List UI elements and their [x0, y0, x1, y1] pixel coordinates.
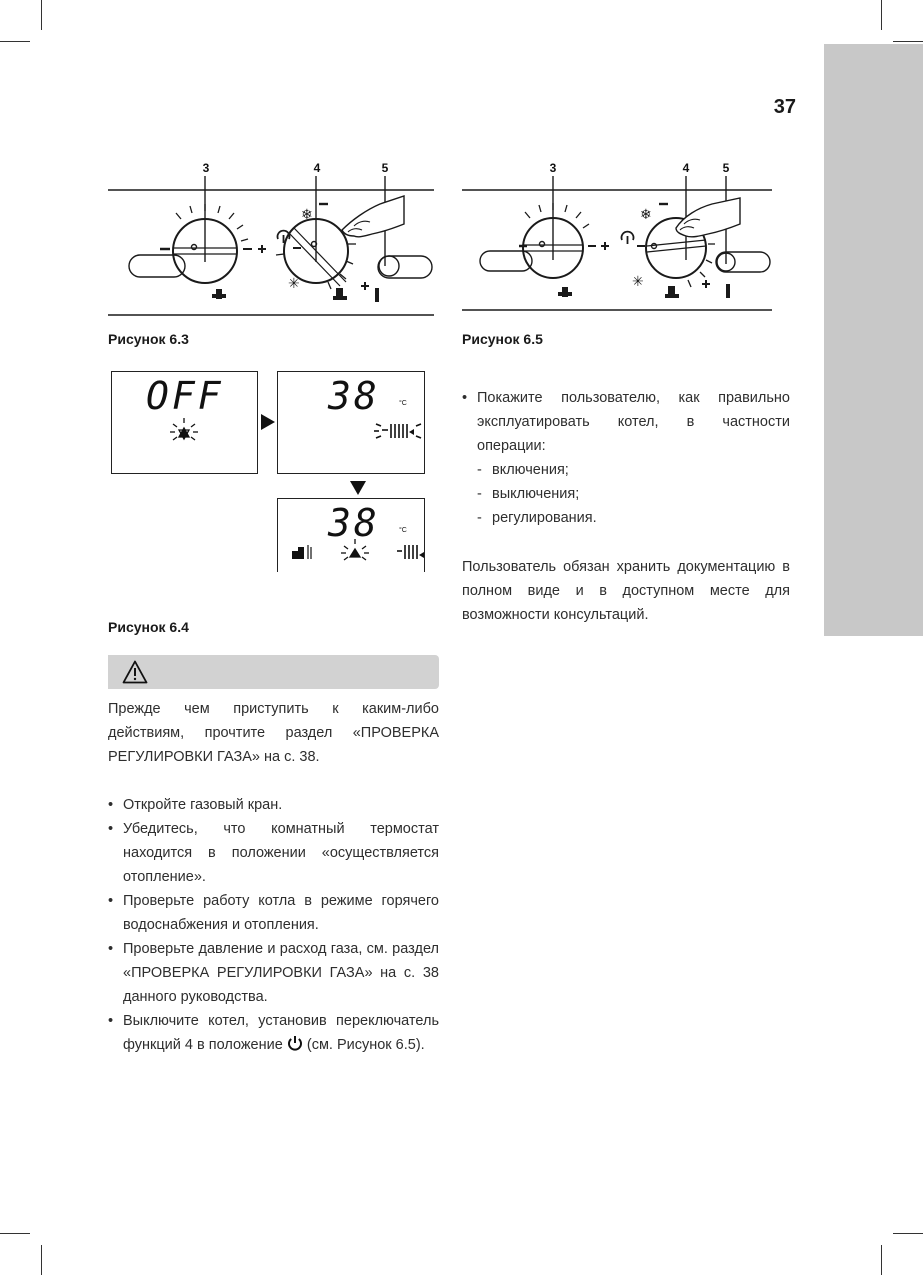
arrow-right-icon: [261, 414, 275, 430]
svg-text:❄: ❄: [640, 207, 652, 223]
list-item: [462, 386, 790, 530]
page-number: 37: [773, 96, 796, 118]
list-item: • Убедитесь, что комнатный термостат находится в положении «осуществляется отопление».: [108, 817, 439, 889]
section-tab: [824, 44, 923, 636]
documentation-note: Пользователь обязан хранить документацию в полном виде и в доступном месте для возможности консультаций.: [462, 559, 790, 623]
crop-mark: [881, 0, 882, 30]
arrow-down-icon: [350, 481, 366, 495]
warning-banner: [108, 655, 439, 689]
crop-mark: [41, 1245, 42, 1275]
figure-caption: Рисунок 6.5: [462, 331, 543, 347]
flame-indicator-icon: [112, 372, 257, 473]
operation-item: - включения;: [477, 458, 790, 482]
display-digits: 38: [328, 501, 380, 545]
control-panel-illustration: [108, 176, 438, 316]
checklist: [108, 793, 439, 1057]
callout-4: 4: [313, 161, 321, 175]
figure-caption: Рисунок 6.4: [108, 619, 189, 635]
lcd-display-heating: [277, 371, 425, 474]
display-digits: OFF: [146, 374, 224, 418]
figure-caption: Рисунок 6.3: [108, 331, 189, 347]
svg-text:✳: ✳: [632, 274, 644, 290]
temperature-unit: °C: [399, 400, 407, 407]
warning-text: Прежде чем приступить к каким-либо действиям, прочтите раздел «ПРОВЕРКА РЕГУЛИРОВКИ ГАЗА» на с. 38.: [108, 701, 439, 765]
status-indicators-icon: [278, 499, 424, 573]
lcd-display-off: [111, 371, 258, 474]
svg-text:✳: ✳: [288, 276, 300, 292]
operation-item: - регулирования.: [477, 506, 790, 530]
warning-triangle-icon: [122, 660, 148, 684]
power-icon: [287, 1035, 303, 1051]
crop-mark: [41, 0, 42, 30]
list-item: • Проверьте работу котла в режиме горячего водоснабжения и отопления.: [108, 889, 439, 937]
crop-mark: [893, 1233, 923, 1234]
list-item-text: (см. Рисунок 6.5).: [306, 1037, 425, 1053]
callout-3: 3: [202, 161, 210, 175]
display-digits: 38: [328, 374, 380, 418]
list-item: [108, 1009, 439, 1057]
operation-item: - выключения;: [477, 482, 790, 506]
radiator-indicator-icon: [278, 372, 424, 473]
temperature-unit: °C: [399, 527, 407, 534]
lcd-display-hot-water: [277, 498, 425, 572]
crop-mark: [0, 41, 30, 42]
svg-text:❄: ❄: [301, 207, 313, 223]
list-item: • Откройте газовый кран.: [108, 793, 439, 817]
callout-5: 5: [381, 161, 389, 175]
list-item-text: Выключите котел, установив переключатель функций 4 в положение: [123, 1013, 439, 1053]
callout-4: 4: [682, 161, 690, 175]
list-item: • Проверьте давление и расход газа, см. раздел «ПРОВЕРКА РЕГУЛИРОВКИ ГАЗА» на с. 38 данного руководства.: [108, 937, 439, 1009]
crop-mark: [0, 1233, 30, 1234]
callout-5: 5: [722, 161, 730, 175]
control-panel-illustration: [462, 176, 774, 316]
crop-mark: [893, 41, 923, 42]
list-item-text: Покажите пользователю, как правильно эксплуатировать котел, в частности операции:: [477, 390, 790, 454]
crop-mark: [881, 1245, 882, 1275]
operations-list: [477, 458, 790, 530]
user-instructions: [462, 386, 790, 530]
callout-3: 3: [549, 161, 557, 175]
